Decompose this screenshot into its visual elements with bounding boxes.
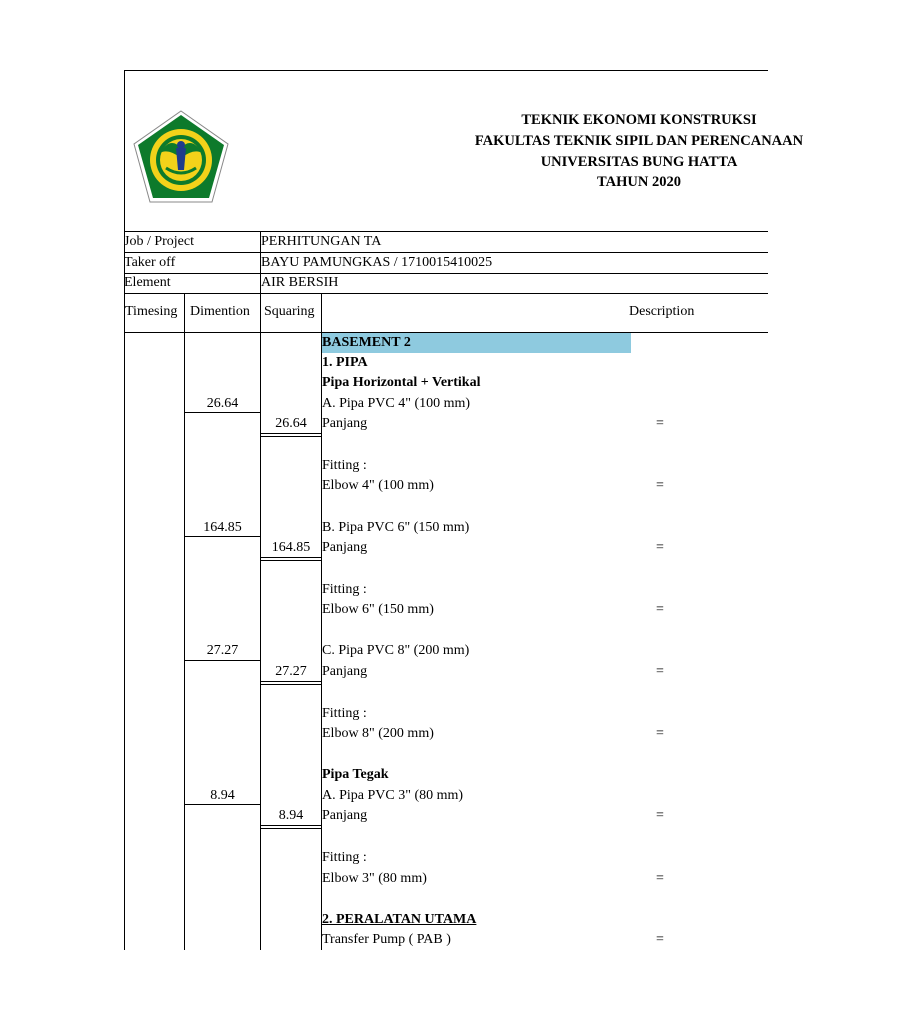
panjang-label: Panjang [322, 808, 368, 823]
pipe-item-label: A. Pipa PVC 4" (100 mm) [322, 396, 471, 411]
equals-sign: = [656, 416, 664, 431]
squaring-double-underline [261, 825, 321, 826]
squaring-double-underline [261, 436, 321, 437]
sheet-left-border [124, 70, 125, 950]
element-value: AIR BERSIH [261, 275, 339, 290]
horizontal-vertical-heading: Pipa Horizontal + Vertikal [322, 375, 481, 390]
panjang-label: Panjang [322, 664, 368, 679]
taker-off-value: BAYU PAMUNGKAS / 1710015410025 [261, 255, 493, 270]
column-header-timesing: Timesing [125, 304, 178, 319]
squaring-value: 27.27 [275, 664, 307, 679]
takeoff-sheet [124, 70, 804, 950]
dimention-underline [185, 660, 260, 661]
fitting-label: Fitting : [322, 706, 367, 721]
squaring-value: 8.94 [278, 808, 304, 823]
pipa-heading: 1. PIPA [322, 355, 368, 370]
job-project-label: Job / Project [124, 234, 194, 249]
section-title: BASEMENT 2 [322, 335, 411, 350]
squaring-double-underline [261, 828, 321, 829]
equals-sign: = [656, 664, 664, 679]
sheet-top-border [124, 70, 768, 71]
header-title-1: TEKNIK EKONOMI KONSTRUKSI [521, 112, 757, 128]
squaring-double-underline [261, 684, 321, 685]
elbow-item-label: Elbow 6" (150 mm) [322, 602, 434, 617]
header-title-4: TAHUN 2020 [597, 174, 681, 190]
job-project-value: PERHITUNGAN TA [261, 234, 382, 249]
elbow-item-label: Elbow 4" (100 mm) [322, 478, 434, 493]
dimention-underline [185, 804, 260, 805]
pipa-tegak-heading: Pipa Tegak [322, 767, 389, 782]
fitting-label: Fitting : [322, 458, 367, 473]
pipe-item-label: C. Pipa PVC 8" (200 mm) [322, 643, 470, 658]
elbow-item-label: Elbow 3" (80 mm) [322, 871, 427, 886]
panjang-label: Panjang [322, 416, 368, 431]
squaring-value: 26.64 [275, 416, 307, 431]
peralatan-utama-heading: 2. PERALATAN UTAMA [322, 912, 477, 927]
fitting-label: Fitting : [322, 850, 367, 865]
squaring-double-underline [261, 560, 321, 561]
header-title-2: FAKULTAS TEKNIK SIPIL DAN PERENCANAAN [474, 133, 804, 149]
pipe-item-label: B. Pipa PVC 6" (150 mm) [322, 520, 470, 535]
equals-sign: = [656, 478, 664, 493]
equals-sign: = [656, 602, 664, 617]
dimention-underline [185, 412, 260, 413]
pipe-item-label: A. Pipa PVC 3" (80 mm) [322, 788, 464, 803]
dimention-value: 164.85 [203, 520, 242, 535]
equals-sign: = [656, 726, 664, 741]
elbow-item-label: Elbow 8" (200 mm) [322, 726, 434, 741]
dimention-value: 27.27 [206, 643, 239, 658]
column-header-description: Description [629, 304, 695, 319]
column-header-dimention: Dimention [190, 304, 250, 319]
equals-sign: = [656, 540, 664, 555]
taker-off-label: Taker off [124, 255, 176, 270]
element-label: Element [124, 275, 171, 290]
header-bottom-border [124, 231, 768, 232]
squaring-double-underline [261, 557, 321, 558]
squaring-double-underline [261, 681, 321, 682]
panjang-label: Panjang [322, 540, 368, 555]
dimention-value: 8.94 [210, 788, 235, 803]
header-title-3: UNIVERSITAS BUNG HATTA [540, 154, 738, 170]
column-header-squaring: Squaring [264, 304, 315, 319]
dimention-underline [185, 536, 260, 537]
equals-sign: = [656, 871, 664, 886]
info-row-3-border [124, 293, 768, 294]
info-row-2-border [124, 273, 768, 274]
university-logo [130, 108, 232, 206]
dimention-divider [260, 293, 261, 950]
dimention-value: 26.64 [206, 396, 239, 411]
squaring-value: 164.85 [271, 540, 311, 555]
equals-sign: = [656, 932, 664, 947]
squaring-double-underline [261, 433, 321, 434]
transfer-pump-label: Transfer Pump ( PAB ) [322, 932, 451, 947]
timesing-divider [184, 293, 185, 950]
equals-sign: = [656, 808, 664, 823]
fitting-label: Fitting : [322, 582, 367, 597]
